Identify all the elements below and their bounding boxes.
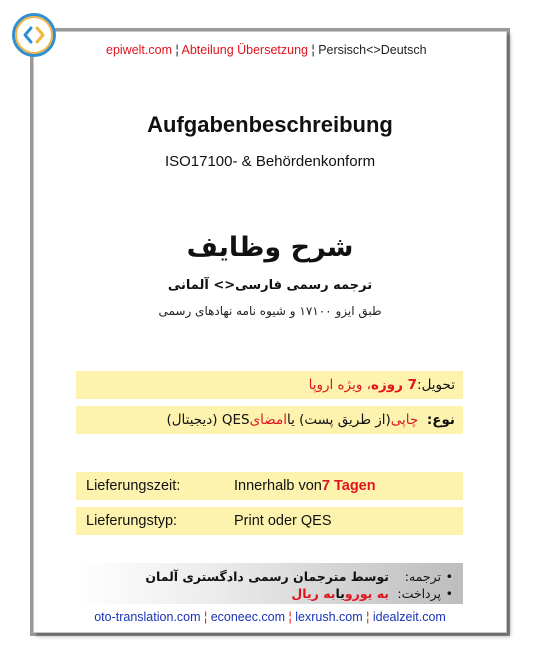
note-translation-value: توسط مترجمان رسمی دادگستری آلمان xyxy=(145,569,389,584)
de-delivery-value: Innerhalb von xyxy=(234,478,322,494)
footer-links xyxy=(33,610,507,624)
persian-title: شرح وظایف xyxy=(186,232,354,263)
header-separator: ¦ xyxy=(172,43,182,57)
fa-type-print-note: (از طریق پست) یا xyxy=(286,412,391,428)
de-delivery-band xyxy=(76,472,463,500)
page-title: Aufgabenbeschreibung xyxy=(147,112,393,137)
footer-link[interactable]: oto-translation.com xyxy=(94,610,201,624)
page-subtitle: ISO17100- & Behördenkonform xyxy=(164,153,376,170)
de-type-value: Print oder QES xyxy=(234,513,332,529)
code-brackets-icon xyxy=(23,24,45,46)
note-translation-label: ترجمه: xyxy=(404,569,441,584)
fa-delivery-band xyxy=(76,371,463,399)
note-payment-euro: به یورو xyxy=(344,586,389,601)
footer-link[interactable]: idealzeit.com xyxy=(372,610,446,624)
header-separator: ¦ xyxy=(308,43,319,57)
bullet-icon: • xyxy=(445,569,453,584)
logo xyxy=(12,13,56,57)
notes-box xyxy=(76,563,463,604)
note-translation xyxy=(76,568,453,585)
footer-separator: ¦ xyxy=(200,610,211,624)
fa-type-print: چاپی xyxy=(390,412,419,428)
note-payment-rial: به ریال xyxy=(291,586,336,601)
footer-link[interactable]: lexrush.com xyxy=(295,610,363,624)
de-type-label: Lieferungstyp: xyxy=(86,513,178,529)
footer-separator: ¦ xyxy=(285,610,296,624)
de-type-band xyxy=(76,507,463,535)
fa-delivery-label: تحویل: xyxy=(417,377,455,393)
note-payment-or: یا xyxy=(335,586,345,601)
fa-type-band xyxy=(76,406,463,434)
persian-subtitle: ترجمه رسمی فارسی<> آلمانی xyxy=(167,278,373,293)
fa-delivery-suffix: ، ویژه اروپا xyxy=(308,377,371,393)
persian-subtitle-2: طبق ایزو ۱۷۱۰۰ و شیوه نامه نهادهای رسمی xyxy=(158,304,382,318)
bullet-icon: • xyxy=(445,586,453,601)
fa-delivery-days: 7 روزه xyxy=(371,377,418,393)
fa-type-qes: QES (دیجیتال) xyxy=(166,412,250,428)
header-line xyxy=(106,43,427,57)
de-delivery-label: Lieferungszeit: xyxy=(86,478,181,494)
footer-separator: ¦ xyxy=(362,610,373,624)
note-payment xyxy=(76,585,453,602)
languages-text: Persisch<>Deutsch xyxy=(318,43,427,57)
de-delivery-days: 7 Tagen xyxy=(321,478,376,494)
department-text: Abteilung Übersetzung xyxy=(181,43,308,57)
fa-type-sign: امضای xyxy=(249,412,287,428)
fa-type-label: نوع: xyxy=(426,412,455,428)
footer-link[interactable]: econeec.com xyxy=(210,610,286,624)
note-payment-label: پرداخت: xyxy=(397,586,441,601)
site-link[interactable]: epiwelt.com xyxy=(106,43,172,57)
